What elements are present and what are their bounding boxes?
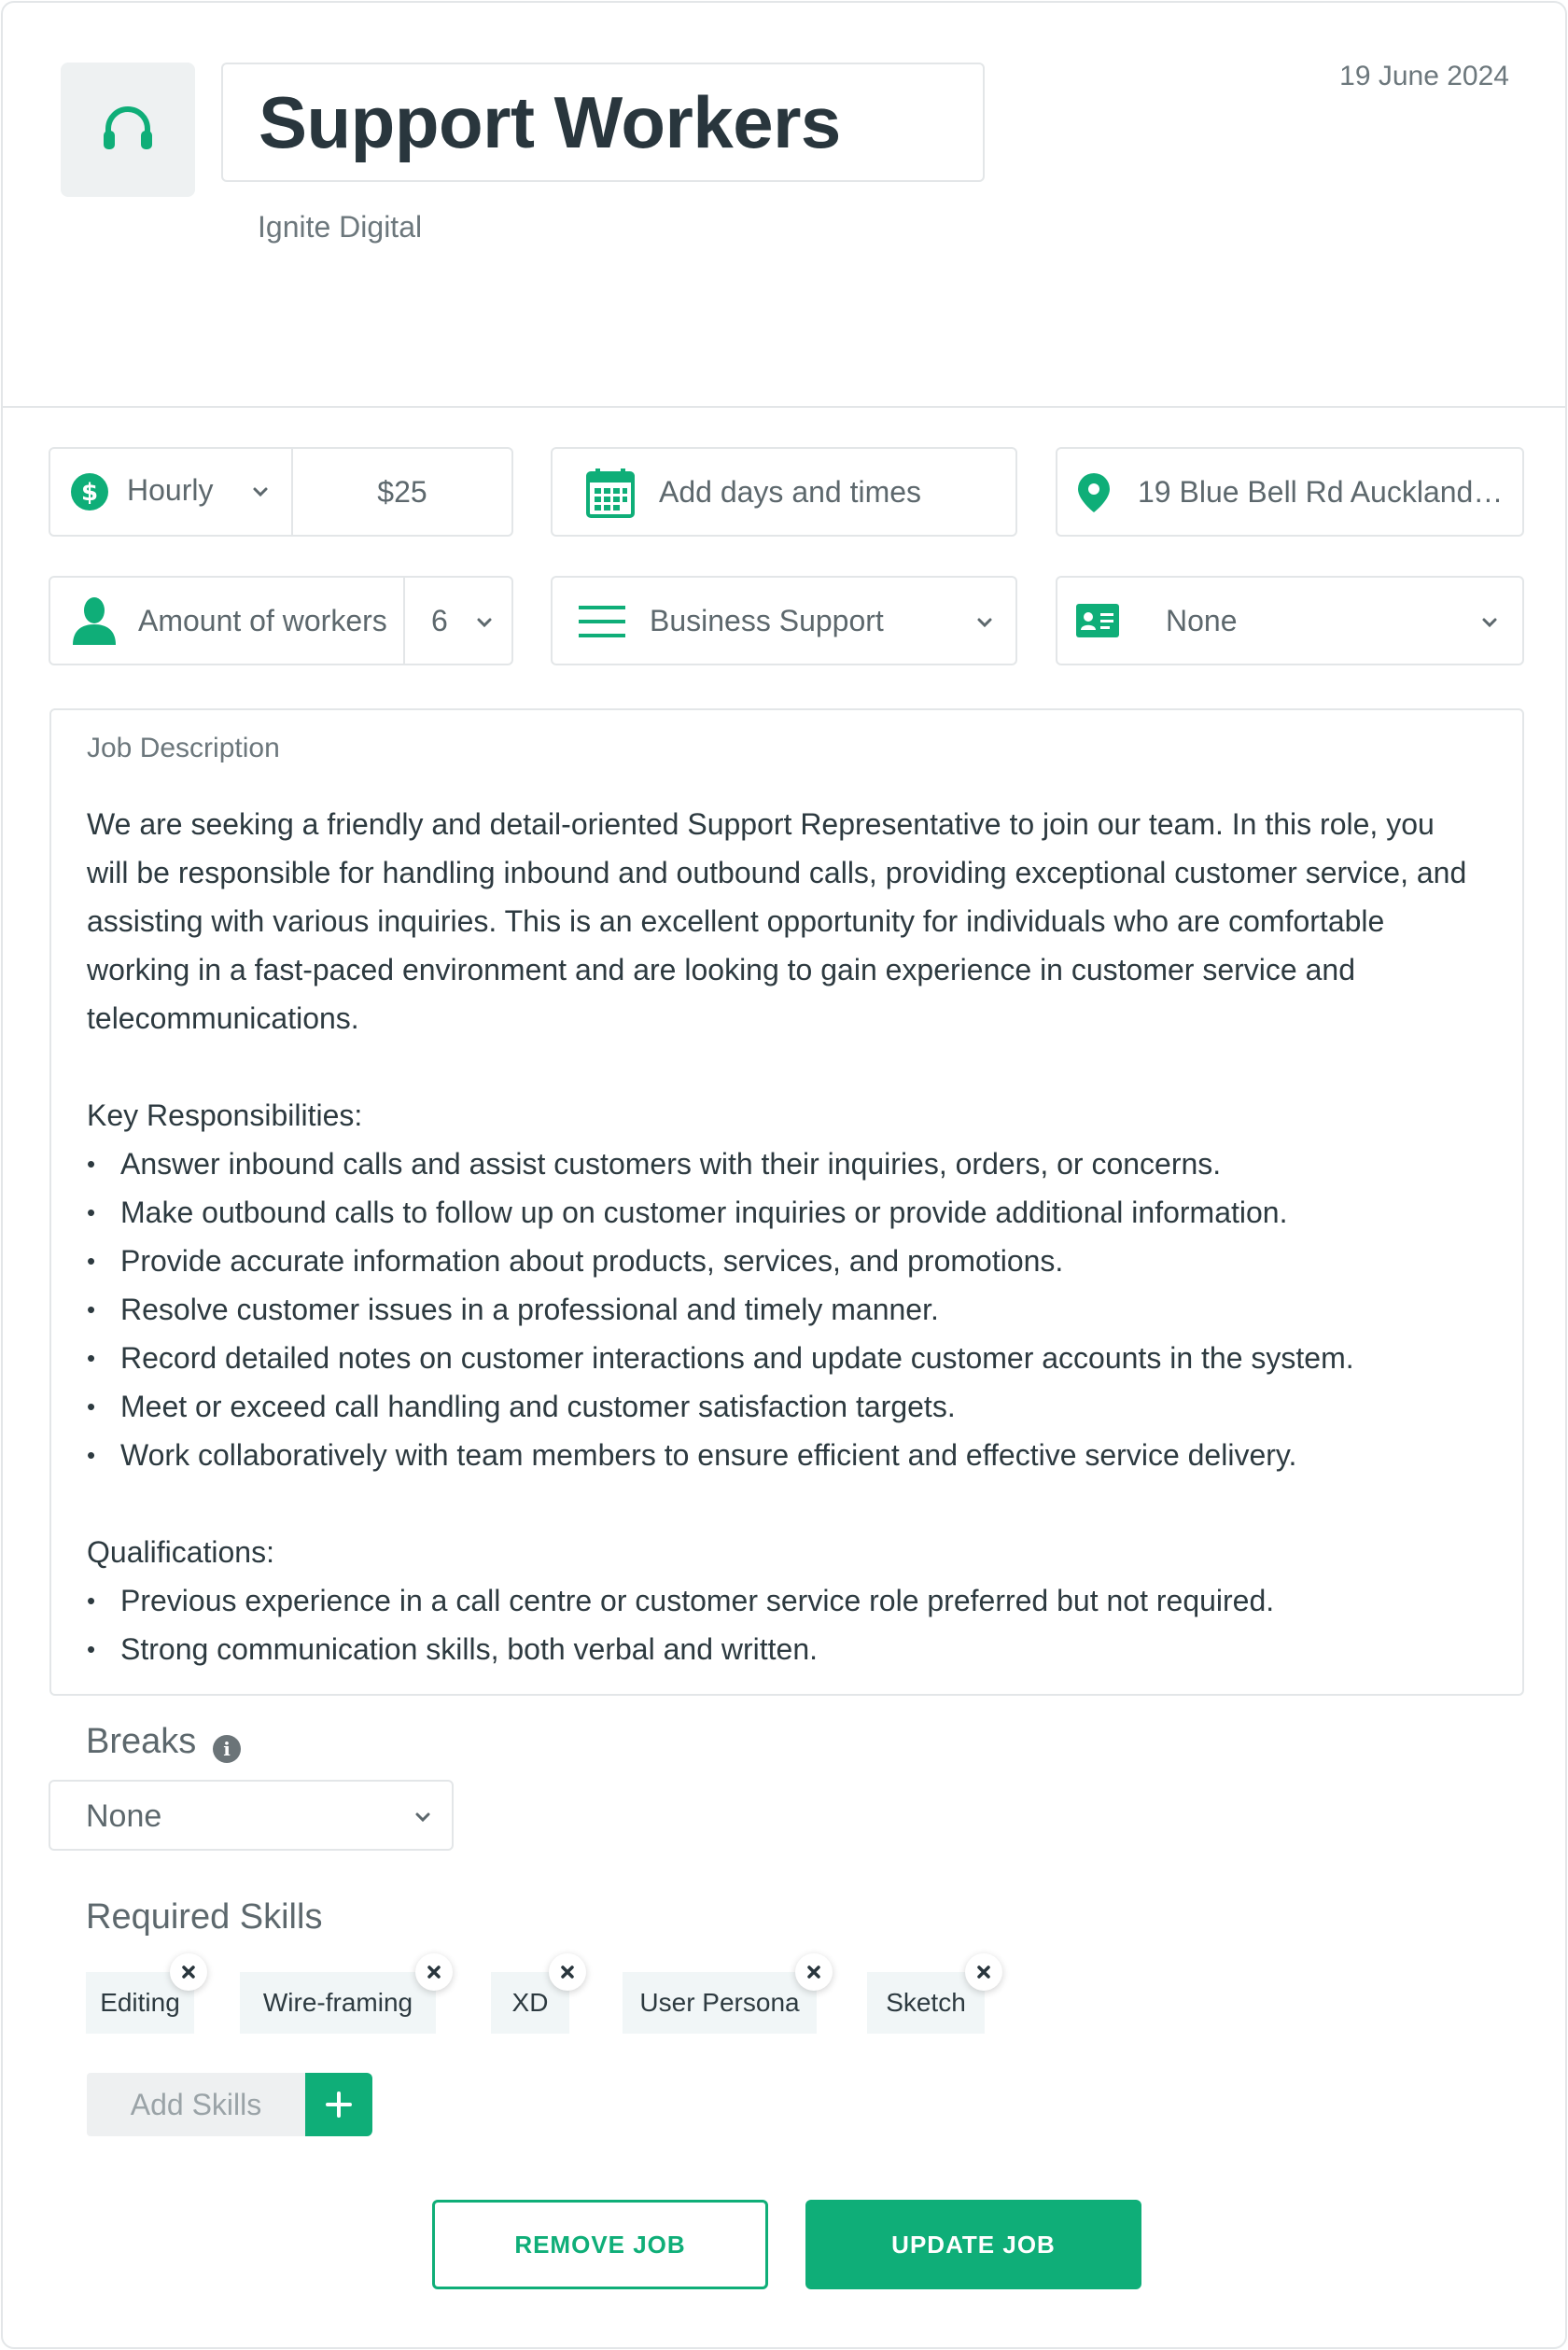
list-item: • Work collaboratively with team members to ensure efficient and effective service delivery. <box>87 1431 1468 1479</box>
chevron-down-icon <box>252 486 269 497</box>
pay-amount-value: $25 <box>377 474 427 509</box>
pay-field <box>49 447 513 537</box>
required-skills-label: Required Skills <box>86 1897 323 1937</box>
chevron-down-icon <box>1481 617 1498 628</box>
header-divider <box>3 406 1565 408</box>
update-job-button[interactable]: UPDATE JOB <box>805 2200 1141 2289</box>
location-value: 19 Blue Bell Rd Auckland… <box>1138 475 1504 509</box>
close-icon <box>976 1965 991 1979</box>
job-description-textarea[interactable] <box>49 708 1524 1696</box>
breaks-label: Breaks <box>86 1722 197 1761</box>
pay-amount-input[interactable] <box>293 449 511 535</box>
list-item: • Meet or exceed call handling and customer satisfaction targets. <box>87 1382 1468 1431</box>
add-skill-button[interactable] <box>305 2073 372 2136</box>
info-icon[interactable]: i <box>213 1735 241 1763</box>
qualifications-heading: Qualifications: <box>87 1535 274 1569</box>
workers-count-value: 6 <box>431 604 448 637</box>
rate-type-select[interactable] <box>50 449 291 535</box>
job-title-field[interactable] <box>221 63 985 182</box>
remove-skill-button[interactable] <box>170 1953 207 1991</box>
category-value: Business Support <box>650 604 884 637</box>
svg-text:$: $ <box>80 479 99 507</box>
skill-chip-label: User Persona <box>639 1988 800 2017</box>
map-pin-icon <box>1076 471 1112 514</box>
job-description-body <box>87 800 1468 1673</box>
list-item: • Record detailed notes on customer interactions and update customer accounts in the system. <box>87 1334 1468 1382</box>
job-card <box>1 1 1567 2349</box>
remove-skill-button[interactable] <box>795 1953 833 1991</box>
skill-chip-label: XD <box>511 1988 549 2017</box>
responsibilities-list <box>87 1140 1468 1479</box>
list-item: • Resolve customer issues in a professional and timely manner. <box>87 1285 1468 1334</box>
close-icon <box>560 1965 575 1979</box>
qualifications-list <box>87 1576 1468 1673</box>
workers-label: Amount of workers <box>138 604 387 637</box>
workers-count-select[interactable] <box>405 578 511 664</box>
list-item: • Strong communication skills, both verbal and written. <box>87 1625 1468 1673</box>
menu-lines-icon <box>579 606 625 637</box>
list-item: • Make outbound calls to follow up on customer inquiries or provide additional information. <box>87 1188 1468 1237</box>
remove-skill-button[interactable] <box>415 1953 453 1991</box>
plus-icon <box>325 2091 353 2119</box>
close-icon <box>181 1965 196 1979</box>
skill-chip <box>623 1972 817 2034</box>
category-select[interactable] <box>551 576 1017 665</box>
chevron-down-icon <box>976 617 993 628</box>
skill-chip <box>240 1972 436 2034</box>
company-name: Ignite Digital <box>258 210 423 244</box>
chevron-down-icon <box>414 1811 431 1823</box>
list-item: • Answer inbound calls and assist customers with their inquiries, orders, or concerns. <box>87 1140 1468 1188</box>
skill-chip-label: Editing <box>100 1988 180 2017</box>
skill-chip-label: Wire-framing <box>262 1988 413 2017</box>
close-icon <box>806 1965 821 1979</box>
posted-date: 19 June 2024 <box>1339 61 1509 91</box>
remove-skill-button[interactable] <box>965 1953 1002 1991</box>
workers-field <box>49 576 513 665</box>
breaks-value: None <box>86 1798 162 1834</box>
remove-job-button[interactable]: REMOVE JOB <box>432 2200 768 2289</box>
remove-skill-button[interactable] <box>549 1953 586 1991</box>
close-icon <box>427 1965 441 1979</box>
id-card-value: None <box>1166 604 1238 637</box>
schedule-placeholder: Add days and times <box>659 475 922 509</box>
job-title: Support Workers <box>259 80 841 163</box>
list-item: • Previous experience in a call centre or customer service role preferred but not required. <box>87 1576 1468 1625</box>
skill-chip-label: Sketch <box>886 1988 966 2017</box>
breaks-select[interactable] <box>49 1780 454 1851</box>
list-item: • Provide accurate information about products, services, and promotions. <box>87 1237 1468 1285</box>
schedule-field[interactable] <box>551 447 1017 537</box>
rate-type-value: Hourly <box>127 473 214 507</box>
job-logo[interactable] <box>61 63 195 197</box>
description-intro: We are seeking a friendly and detail-oriented Support Representative to join our team. In this role, you will be responsible for handling inbound and outbound calls, providing exceptional customer service, and assisting with various inquiries. This is an excellent opportunity for individuals who are comfortable working in a fast-paced environment and are looking to gain experience in customer service and telecommunications. <box>87 807 1467 1035</box>
person-icon <box>71 596 118 645</box>
location-field[interactable] <box>1056 447 1524 537</box>
chevron-down-icon <box>476 617 493 628</box>
calendar-icon <box>586 468 635 518</box>
id-card-select[interactable] <box>1056 576 1524 665</box>
headset-icon <box>101 105 155 155</box>
id-card-icon <box>1076 604 1119 637</box>
job-description-label: Job Description <box>87 733 280 763</box>
responsibilities-heading: Key Responsibilities: <box>87 1098 363 1132</box>
add-skills-input[interactable]: Add Skills <box>87 2073 305 2136</box>
